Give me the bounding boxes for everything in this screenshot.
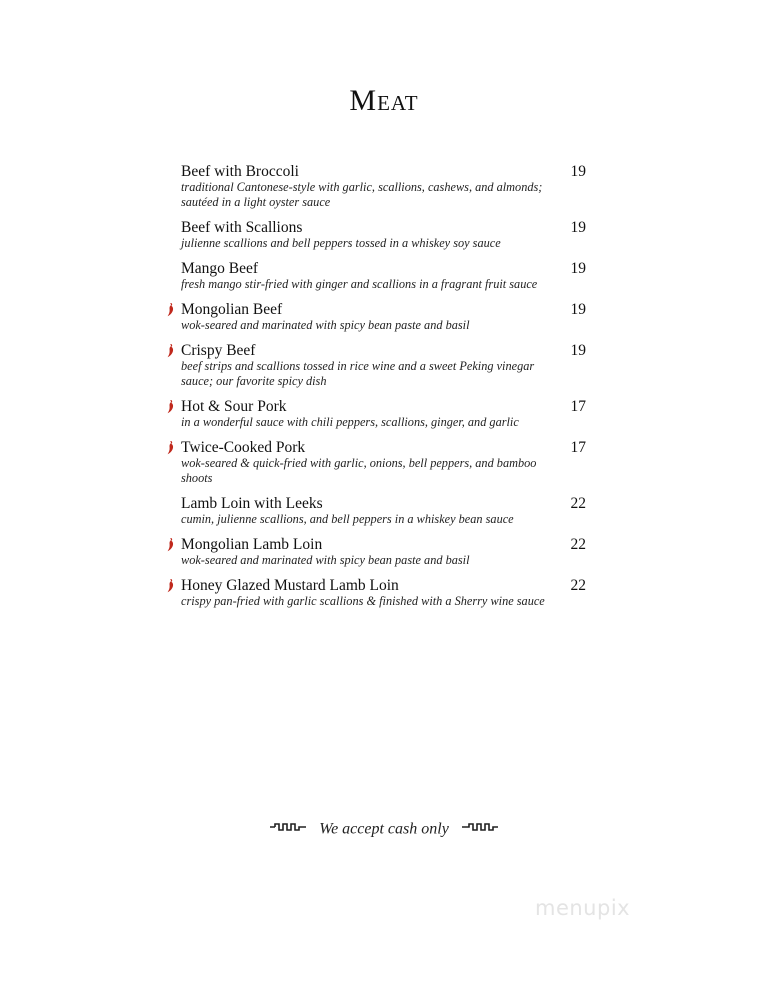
item-description: traditional Cantonese-style with garlic, scallions, cashews, and almonds; sautéed in a light oyster sauce [181, 180, 543, 209]
menu-item [160, 219, 600, 251]
item-name: Twice-Cooked Pork [181, 439, 306, 456]
menu-item [160, 301, 600, 333]
item-description: beef strips and scallions tossed in rice wine and a sweet Peking vinegar sauce; our favorite spicy dish [181, 359, 535, 388]
chili-pepper-icon [166, 538, 175, 552]
item-price: 19 [570, 301, 586, 318]
ornament-right-icon [461, 820, 499, 838]
item-price: 22 [570, 577, 586, 594]
item-description: crispy pan-fried with garlic scallions & finished with a Sherry wine sauce [181, 594, 545, 608]
menu-item [160, 439, 600, 486]
item-name: Crispy Beef [181, 342, 256, 359]
item-price: 22 [570, 495, 586, 512]
item-name: Beef with Broccoli [181, 163, 299, 180]
ornament-left-icon [269, 820, 307, 838]
chili-pepper-icon [166, 303, 175, 317]
item-name: Beef with Scallions [181, 219, 303, 236]
item-price: 19 [570, 219, 586, 236]
menu-item [160, 260, 600, 292]
item-name: Lamb Loin with Leeks [181, 495, 323, 512]
footer-text: We accept cash only [319, 820, 449, 838]
item-price: 22 [570, 536, 586, 553]
chili-pepper-icon [166, 400, 175, 414]
menu-list [160, 163, 600, 618]
menu-item [160, 536, 600, 568]
item-name: Mongolian Lamb Loin [181, 536, 323, 553]
chili-pepper-icon [166, 441, 175, 455]
item-price: 19 [570, 163, 586, 180]
menu-item [160, 163, 600, 210]
item-description: fresh mango stir-fried with ginger and scallions in a fragrant fruit sauce [181, 277, 538, 291]
item-description: in a wonderful sauce with chili peppers, scallions, ginger, and garlic [181, 415, 519, 429]
item-name: Hot & Sour Pork [181, 398, 287, 415]
item-description: cumin, julienne scallions, and bell peppers in a whiskey bean sauce [181, 512, 514, 526]
footer [0, 820, 768, 838]
item-name: Mongolian Beef [181, 301, 283, 318]
menu-item [160, 342, 600, 389]
page-title: Meat [349, 84, 419, 117]
item-price: 17 [570, 398, 586, 415]
item-price: 19 [570, 342, 586, 359]
chili-pepper-icon [166, 344, 175, 358]
menu-item [160, 577, 600, 609]
item-name: Honey Glazed Mustard Lamb Loin [181, 577, 399, 594]
item-name: Mango Beef [181, 260, 259, 277]
item-description: wok-seared and marinated with spicy bean paste and basil [181, 318, 470, 332]
chili-pepper-icon [166, 579, 175, 593]
item-price: 19 [570, 260, 586, 277]
menu-item [160, 495, 600, 527]
item-description: julienne scallions and bell peppers tossed in a whiskey soy sauce [181, 236, 501, 250]
menu-item [160, 398, 600, 430]
watermark: menupix [535, 896, 631, 920]
item-description: wok-seared & quick-fried with garlic, onions, bell peppers, and bamboo shoots [181, 456, 537, 485]
item-price: 17 [570, 439, 586, 456]
item-description: wok-seared and marinated with spicy bean paste and basil [181, 553, 470, 567]
